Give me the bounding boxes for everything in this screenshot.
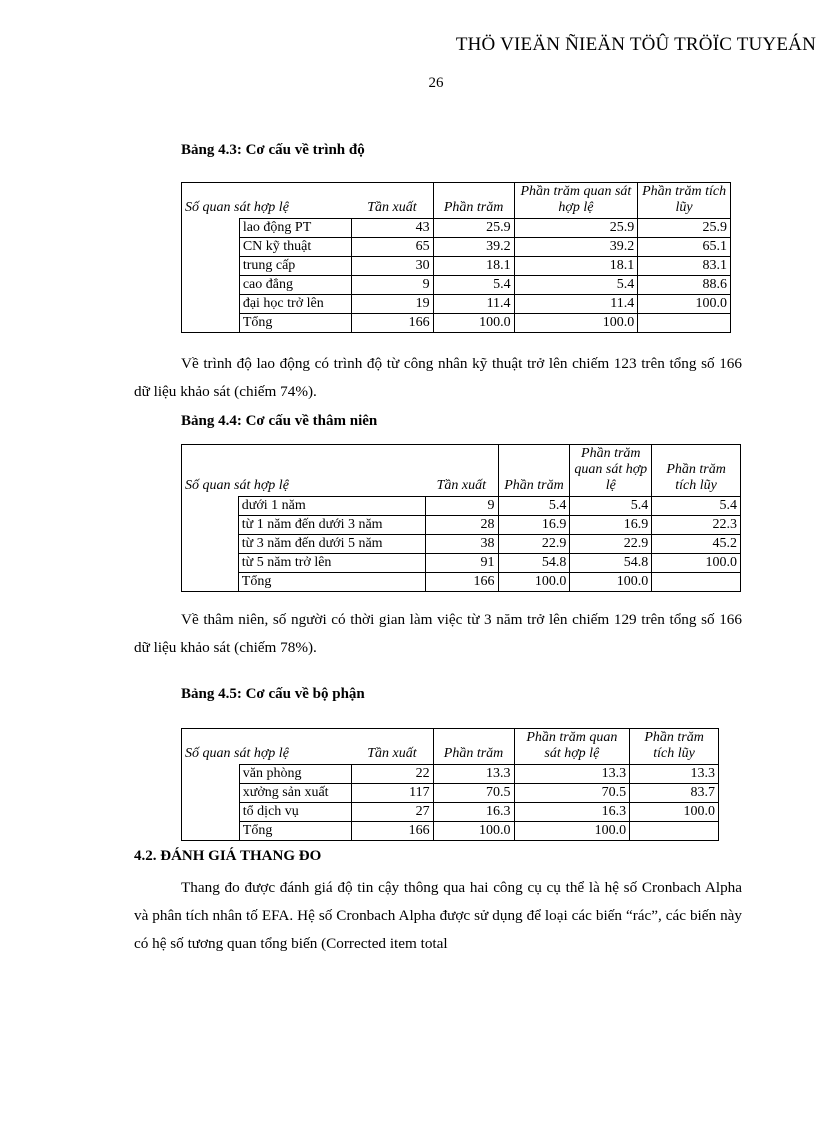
- row-label-cell: tổ dịch vụ: [239, 803, 351, 822]
- row-indent-cell: [182, 295, 240, 314]
- header-cell: Tần xuất: [351, 183, 433, 219]
- row-label-cell: Tổng: [239, 822, 351, 841]
- percent-cell: 11.4: [433, 295, 514, 314]
- header-cell: Phần trăm tích lũy: [638, 183, 731, 219]
- running-header: THÖ VIEÄN ÑIEÄN TÖÛ TRÖÏC TUYEÁN: [455, 34, 816, 55]
- percent-cell: 100.0: [498, 573, 570, 592]
- percent-cell: 5.4: [498, 497, 570, 516]
- cumulative-percent-cell: 83.7: [630, 784, 719, 803]
- percent-cell: 13.3: [433, 765, 514, 784]
- frequency-cell: 19: [351, 295, 433, 314]
- percent-cell: 70.5: [433, 784, 514, 803]
- percent-cell: 39.2: [433, 238, 514, 257]
- header-cell: Số quan sát hợp lệ: [182, 729, 352, 765]
- valid-percent-cell: 22.9: [570, 535, 652, 554]
- valid-percent-cell: 54.8: [570, 554, 652, 573]
- valid-percent-cell: 13.3: [514, 765, 630, 784]
- table-4-5-caption: Bảng 4.5: Cơ cấu về bộ phận: [181, 686, 365, 702]
- paragraph-seniority: [134, 606, 742, 662]
- percent-cell: 5.4: [433, 276, 514, 295]
- table-row: [182, 516, 741, 535]
- frequency-cell: 91: [425, 554, 498, 573]
- row-indent-cell: [182, 554, 239, 573]
- cumulative-percent-cell: [638, 314, 731, 333]
- table-body: [182, 219, 731, 333]
- header-cell: Phần trăm: [433, 729, 514, 765]
- table-4-5: [181, 728, 719, 841]
- header-cell: Phần trăm tích lũy: [652, 445, 741, 497]
- frequency-cell: 117: [351, 784, 433, 803]
- cumulative-percent-cell: 100.0: [630, 803, 719, 822]
- valid-percent-cell: 70.5: [514, 784, 630, 803]
- frequency-cell: 28: [425, 516, 498, 535]
- row-indent-cell: [182, 238, 240, 257]
- section-heading: 4.2. ĐÁNH GIÁ THANG ĐO: [134, 848, 322, 864]
- table-4-4: [181, 444, 741, 592]
- header-cell: Phần trăm: [498, 445, 570, 497]
- cumulative-percent-cell: 45.2: [652, 535, 741, 554]
- row-label-cell: lao động PT: [239, 219, 351, 238]
- cumulative-percent-cell: 88.6: [638, 276, 731, 295]
- table-body: [182, 497, 741, 592]
- header-cell: Phần trăm quan sát hợp lệ: [514, 729, 630, 765]
- frequency-cell: 27: [351, 803, 433, 822]
- row-indent-cell: [182, 784, 240, 803]
- row-label-cell: trung cấp: [239, 257, 351, 276]
- valid-percent-cell: 5.4: [570, 497, 652, 516]
- row-label-cell: từ 3 năm đến dưới 5 năm: [238, 535, 425, 554]
- header-cell: Số quan sát hợp lệ: [182, 445, 426, 497]
- row-label-cell: dưới 1 năm: [238, 497, 425, 516]
- row-indent-cell: [182, 765, 240, 784]
- header-cell: Tần xuất: [351, 729, 433, 765]
- cumulative-percent-cell: 83.1: [638, 257, 731, 276]
- frequency-cell: 43: [351, 219, 433, 238]
- header-cell: Phần trăm tích lũy: [630, 729, 719, 765]
- header-cell: Tần xuất: [425, 445, 498, 497]
- row-indent-cell: [182, 535, 239, 554]
- percent-cell: 16.9: [498, 516, 570, 535]
- valid-percent-cell: 16.3: [514, 803, 630, 822]
- row-indent-cell: [182, 219, 240, 238]
- table-row: [182, 803, 719, 822]
- percent-cell: 100.0: [433, 314, 514, 333]
- header-cell: Số quan sát hợp lệ: [182, 183, 352, 219]
- table-row: [182, 276, 731, 295]
- table-row: [182, 314, 731, 333]
- frequency-cell: 38: [425, 535, 498, 554]
- percent-cell: 16.3: [433, 803, 514, 822]
- table-row: [182, 554, 741, 573]
- row-label-cell: cao đẳng: [239, 276, 351, 295]
- frequency-cell: 22: [351, 765, 433, 784]
- percent-cell: 54.8: [498, 554, 570, 573]
- row-indent-cell: [182, 314, 240, 333]
- table-row: [182, 535, 741, 554]
- cumulative-percent-cell: 100.0: [652, 554, 741, 573]
- row-label-cell: Tổng: [238, 573, 425, 592]
- paragraph-text: Về trình độ lao động có trình độ từ công nhân kỹ thuật trở lên chiếm 123 trên tổng số 166 dữ liệu khảo sát (chiếm 74%).: [134, 355, 742, 400]
- percent-cell: 18.1: [433, 257, 514, 276]
- valid-percent-cell: 39.2: [514, 238, 638, 257]
- paragraph-text: Thang đo được đánh giá độ tin cậy thông qua hai công cụ cụ thể là hệ số Cronbach Alpha và phân tích nhân tố EFA. Hệ số Cronbach Alpha được sử dụng để loại các biến “rác”, các biến này có hệ số tương quan tổng biến (Corrected item total: [134, 879, 742, 952]
- table-4-3-caption: Bảng 4.3: Cơ cấu về trình độ: [181, 142, 365, 158]
- frequency-cell: 166: [425, 573, 498, 592]
- row-label-cell: đại học trở lên: [239, 295, 351, 314]
- valid-percent-cell: 100.0: [514, 822, 630, 841]
- row-label-cell: Tổng: [239, 314, 351, 333]
- table-row: [182, 295, 731, 314]
- paragraph-scale-evaluation: [134, 874, 742, 958]
- frequency-cell: 9: [351, 276, 433, 295]
- cumulative-percent-cell: 100.0: [638, 295, 731, 314]
- row-indent-cell: [182, 516, 239, 535]
- frequency-cell: 9: [425, 497, 498, 516]
- row-label-cell: xưởng sản xuất: [239, 784, 351, 803]
- valid-percent-cell: 100.0: [514, 314, 638, 333]
- valid-percent-cell: 5.4: [514, 276, 638, 295]
- table-body: [182, 765, 719, 841]
- frequency-cell: 65: [351, 238, 433, 257]
- cumulative-percent-cell: 22.3: [652, 516, 741, 535]
- valid-percent-cell: 100.0: [570, 573, 652, 592]
- frequency-cell: 166: [351, 314, 433, 333]
- row-label-cell: từ 1 năm đến dưới 3 năm: [238, 516, 425, 535]
- row-indent-cell: [182, 822, 240, 841]
- header-cell: Phần trăm quan sát hợp lệ: [514, 183, 638, 219]
- header-cell: Phần trăm quan sát hợp lệ: [570, 445, 652, 497]
- table-row: [182, 219, 731, 238]
- percent-cell: 100.0: [433, 822, 514, 841]
- table-4-3: [181, 182, 731, 333]
- paragraph-education: [134, 350, 742, 406]
- valid-percent-cell: 16.9: [570, 516, 652, 535]
- valid-percent-cell: 18.1: [514, 257, 638, 276]
- percent-cell: 25.9: [433, 219, 514, 238]
- cumulative-percent-cell: [630, 822, 719, 841]
- row-indent-cell: [182, 803, 240, 822]
- table-row: [182, 497, 741, 516]
- row-indent-cell: [182, 573, 239, 592]
- row-indent-cell: [182, 497, 239, 516]
- cumulative-percent-cell: 13.3: [630, 765, 719, 784]
- header-cell: Phần trăm: [433, 183, 514, 219]
- cumulative-percent-cell: 25.9: [638, 219, 731, 238]
- table-row: [182, 573, 741, 592]
- table-row: [182, 765, 719, 784]
- row-label-cell: văn phòng: [239, 765, 351, 784]
- frequency-cell: 30: [351, 257, 433, 276]
- table-row: [182, 822, 719, 841]
- frequency-cell: 166: [351, 822, 433, 841]
- table-4-4-caption: Bảng 4.4: Cơ cấu về thâm niên: [181, 413, 378, 429]
- cumulative-percent-cell: 65.1: [638, 238, 731, 257]
- percent-cell: 22.9: [498, 535, 570, 554]
- row-indent-cell: [182, 276, 240, 295]
- table-row: [182, 784, 719, 803]
- paragraph-text: Về thâm niên, số người có thời gian làm việc từ 3 năm trở lên chiếm 129 trên tổng số 166 dữ liệu khảo sát (chiếm 78%).: [134, 611, 742, 656]
- cumulative-percent-cell: 5.4: [652, 497, 741, 516]
- table-row: [182, 257, 731, 276]
- valid-percent-cell: 11.4: [514, 295, 638, 314]
- table-row: [182, 238, 731, 257]
- row-label-cell: từ 5 năm trở lên: [238, 554, 425, 573]
- cumulative-percent-cell: [652, 573, 741, 592]
- page-number: 26: [428, 75, 444, 91]
- valid-percent-cell: 25.9: [514, 219, 638, 238]
- row-label-cell: CN kỹ thuật: [239, 238, 351, 257]
- row-indent-cell: [182, 257, 240, 276]
